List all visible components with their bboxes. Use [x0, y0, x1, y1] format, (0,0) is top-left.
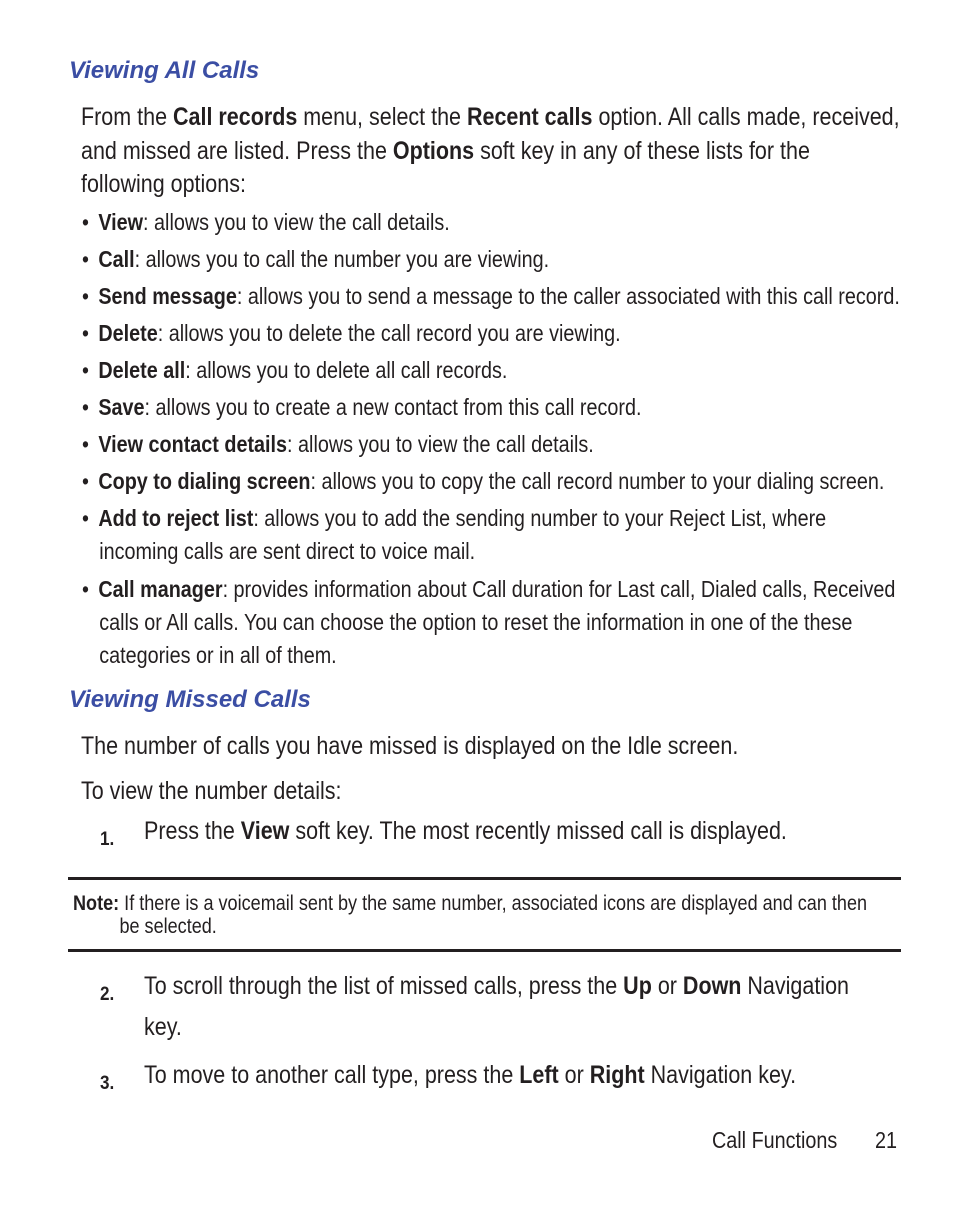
bullet-icon: • [82, 357, 89, 383]
step-text: Press the View soft key. The most recently missed call is displayed. [144, 817, 787, 845]
bullet-icon: • [82, 283, 89, 309]
bullet-item: • Call: allows you to call the number you are viewing. [82, 243, 549, 276]
bullet-icon: • [82, 505, 89, 531]
bullet-item: • Send message: allows you to send a message to the caller associated with this call record. [82, 280, 900, 313]
bullet-item: • Call manager: provides information about Call duration for Last call, Dialed calls, Received calls or All calls. You can choose the option to reset the information in one of the these categories or in all of them. [82, 573, 895, 672]
missed-calls-paragraph: The number of calls you have missed is displayed on the Idle screen. [81, 732, 739, 760]
bullet-item: • View contact details: allows you to view the call details. [82, 428, 594, 461]
step-number: 1. [100, 829, 115, 850]
intro-line-3: following options: [81, 170, 246, 198]
step-text: To scroll through the list of missed calls, press the Up or Down Navigation key. [144, 972, 849, 1041]
bullet-icon: • [82, 209, 89, 235]
bullet-item: • Delete: allows you to delete the call record you are viewing. [82, 317, 621, 350]
bullet-icon: • [82, 320, 89, 346]
bullet-item: • Delete all: allows you to delete all call records. [82, 354, 507, 387]
bullet-icon: • [82, 394, 89, 420]
footer-section-title: Call Functions [712, 1127, 838, 1153]
section-heading-viewing-all-calls: Viewing All Calls [69, 57, 260, 84]
bullet-item: • View: allows you to view the call details. [82, 206, 450, 239]
bullet-icon: • [82, 468, 89, 494]
step-text: To move to another call type, press the Left or Right Navigation key. [144, 1061, 797, 1089]
view-details-paragraph: To view the number details: [81, 777, 342, 805]
intro-line-1: From the Call records menu, select the Recent calls option. All calls made, received, [81, 103, 900, 131]
bullet-item: • Add to reject list: allows you to add the sending number to your Reject List, where incoming calls are sent direct to voice mail. [82, 502, 826, 568]
bullet-item: • Copy to dialing screen: allows you to copy the call record number to your dialing screen. [82, 465, 884, 498]
note-bottom-rule [68, 949, 901, 952]
intro-line-2: and missed are listed. Press the Options soft key in any of these lists for the [81, 136, 810, 165]
intro-paragraph [81, 101, 900, 202]
bullet-icon: • [82, 246, 89, 272]
page-number: 21 [875, 1127, 898, 1153]
bullet-icon: • [82, 576, 89, 602]
bullet-icon: • [82, 431, 89, 457]
step-number: 2. [100, 984, 115, 1005]
note-box: Note: If there is a voicemail sent by the same number, associated icons are displayed and can then be selected. [73, 892, 868, 938]
section-heading-viewing-missed-calls: Viewing Missed Calls [69, 686, 311, 713]
bullet-item: • Save: allows you to create a new contact from this call record. [82, 391, 641, 424]
note-label: Note: [73, 892, 120, 915]
note-top-rule [68, 877, 901, 880]
step-number: 3. [100, 1073, 115, 1094]
